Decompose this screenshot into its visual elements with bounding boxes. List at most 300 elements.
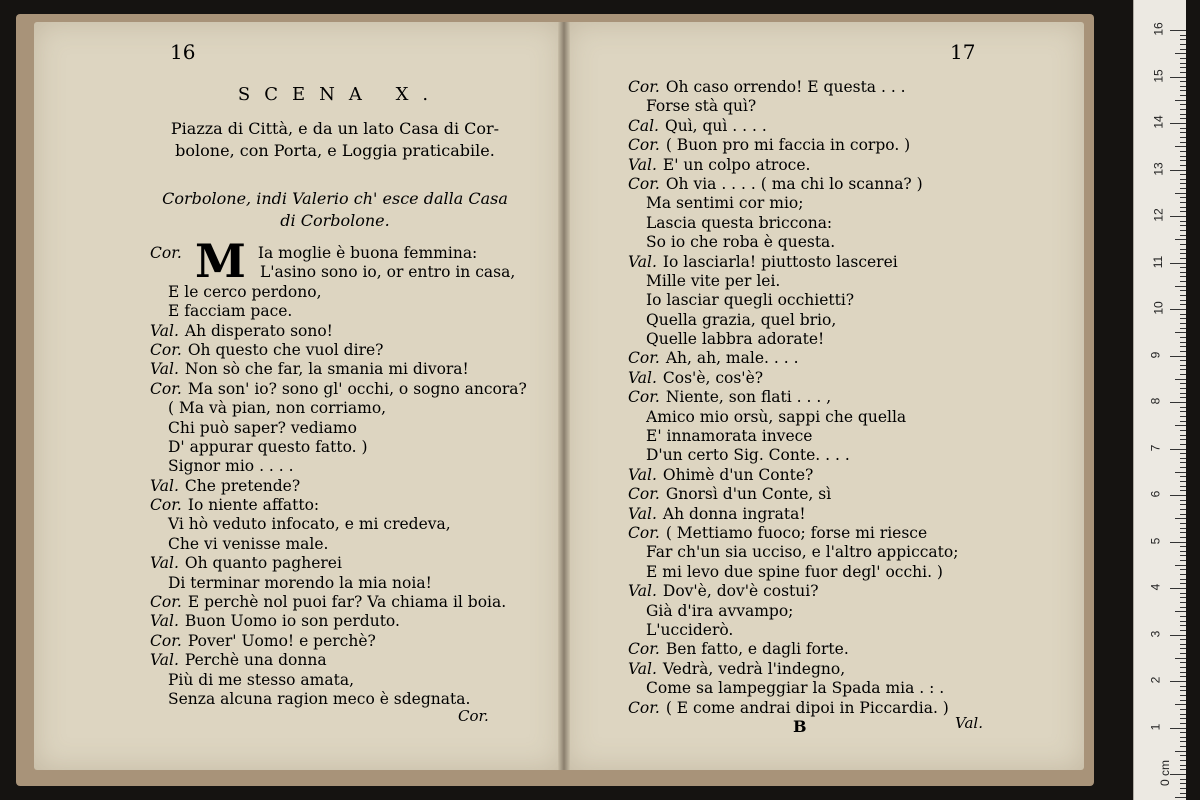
- dialogue-line: [628, 272, 958, 291]
- book-gutter: [558, 22, 570, 770]
- line-text: Ia moglie è buona femmina:: [257, 244, 478, 262]
- ruler-tick: [1180, 109, 1186, 110]
- ruler-tick: [1180, 430, 1186, 431]
- ruler-tick: [1180, 67, 1186, 68]
- ruler-tick: [1180, 597, 1186, 598]
- ruler-tick: [1180, 765, 1186, 766]
- ruler-number: 5: [1148, 537, 1163, 544]
- line-text: Niente, son flati . . . ,: [665, 388, 832, 407]
- ruler-tick: [1180, 114, 1186, 115]
- ruler-number: 8: [1148, 397, 1163, 405]
- speaker-label: Val.: [150, 612, 179, 631]
- ruler-tick: [1170, 402, 1186, 403]
- speaker-label: Cor.: [628, 349, 660, 368]
- ruler-tick: [1180, 639, 1186, 640]
- ruler-number: 10: [1151, 301, 1166, 315]
- line-text: Chi può saper? vediamo: [168, 418, 357, 437]
- line-text: E' un colpo atroce.: [662, 155, 811, 174]
- speaker-label: Cor.: [150, 340, 182, 359]
- ruler-tick: [1180, 35, 1186, 36]
- ruler-tick: [1180, 676, 1186, 677]
- ruler-number: 7: [1148, 444, 1163, 451]
- line-text: Oh caso orrendo! E questa . . .: [665, 78, 906, 96]
- ruler-tick: [1180, 732, 1186, 733]
- ruler-tick: [1180, 616, 1186, 617]
- ruler-tick: [1180, 709, 1186, 710]
- ruler-number: 12: [1151, 208, 1166, 222]
- line-text: E facciam pace.: [168, 302, 293, 321]
- dialogue-line: [150, 554, 527, 573]
- ruler-tick: [1175, 704, 1186, 705]
- speaker-label: Val.: [150, 651, 179, 670]
- line-text: Ah donna ingrata!: [662, 504, 806, 523]
- dialogue-line: [628, 699, 958, 718]
- line-text: Mille vite per lei.: [646, 271, 781, 290]
- ruler-tick: [1175, 518, 1186, 519]
- line-text: Quella grazia, quel brio,: [646, 310, 837, 329]
- ruler-tick: [1180, 314, 1186, 315]
- ruler-tick: [1180, 183, 1186, 184]
- dialogue-line: [150, 515, 527, 534]
- ruler-tick: [1175, 193, 1186, 194]
- dialogue-line: [628, 369, 958, 388]
- dialogue-line: [628, 446, 958, 465]
- ruler-tick: [1180, 509, 1186, 510]
- speaker-label: Cor.: [628, 388, 660, 407]
- ruler-number: 15: [1151, 68, 1166, 83]
- ruler-tick: [1180, 783, 1186, 784]
- speaker-label: Cor.: [628, 136, 660, 155]
- line-text: Vedrà, vedrà l'indegno,: [662, 659, 846, 678]
- ruler-tick: [1180, 81, 1186, 82]
- ruler-tick: [1180, 72, 1186, 73]
- ruler-number: 16: [1151, 22, 1166, 36]
- ruler-tick: [1180, 648, 1186, 649]
- line-text: Quì, quì . . . .: [665, 116, 767, 135]
- ruler-tick: [1180, 337, 1186, 338]
- ruler-tick: [1180, 500, 1186, 501]
- dialogue-line: [150, 593, 527, 612]
- ruler-tick: [1180, 690, 1186, 691]
- ruler-tick: [1180, 407, 1186, 408]
- left-dialogue: [150, 244, 527, 709]
- ruler-tick: [1180, 202, 1186, 203]
- ruler-tick: [1170, 681, 1186, 682]
- ruler-number: 11: [1151, 255, 1166, 268]
- line-text: Senza alcuna ragion meco è sdegnata.: [168, 689, 471, 708]
- dialogue-line: [150, 322, 527, 341]
- ruler-tick: [1180, 58, 1186, 59]
- ruler-tick: [1180, 514, 1186, 515]
- dialogue-line: [628, 679, 958, 698]
- ruler-tick: [1180, 686, 1186, 687]
- speaker-label: Cor.: [628, 485, 660, 504]
- ruler-tick: [1170, 263, 1186, 264]
- ruler-tick: [1180, 528, 1186, 529]
- ruler-tick: [1180, 174, 1186, 175]
- dialogue-line: [150, 419, 527, 438]
- line-text: Oh questo che vuol dire?: [187, 340, 384, 359]
- ruler-tick: [1180, 383, 1186, 384]
- line-text: Che vi venisse male.: [168, 534, 329, 553]
- speaker-label: Val.: [150, 321, 179, 340]
- ruler-tick: [1180, 95, 1186, 96]
- line-text: Cos'è, cos'è?: [662, 368, 764, 387]
- ruler-tick: [1180, 300, 1186, 301]
- line-text: E' innamorata invece: [646, 427, 813, 446]
- ruler-tick: [1180, 481, 1186, 482]
- line-text: Oh quanto pagherei: [184, 554, 342, 573]
- ruler-tick: [1180, 621, 1186, 622]
- ruler-tick: [1180, 416, 1186, 417]
- ruler-tick: [1175, 286, 1186, 287]
- speaker-label: Val.: [628, 252, 657, 271]
- ruler-tick: [1170, 728, 1186, 729]
- ruler-tick: [1180, 444, 1186, 445]
- ruler-tick: [1180, 165, 1186, 166]
- right-dialogue: [628, 78, 958, 718]
- characters-line: Corbolone, indi Valerio ch' esce dalla Casa: [162, 189, 508, 208]
- ruler-tick: [1180, 346, 1186, 347]
- line-text: Ohimè d'un Conte?: [662, 465, 814, 484]
- speaker-label: Cor.: [628, 174, 660, 193]
- ruler-tick: [1170, 542, 1186, 543]
- ruler-tick: [1180, 551, 1186, 552]
- dialogue-line: [628, 233, 958, 252]
- ruler-number: 13: [1151, 161, 1166, 176]
- ruler-tick: [1180, 211, 1186, 212]
- dialogue-line: [150, 574, 527, 593]
- ruler-tick: [1180, 393, 1186, 394]
- ruler-tick: [1180, 323, 1186, 324]
- ruler-tick: [1170, 449, 1186, 450]
- ruler-tick: [1180, 328, 1186, 329]
- ruler-tick: [1180, 737, 1186, 738]
- dialogue-line: [628, 388, 958, 407]
- page-number-right: 17: [950, 40, 976, 64]
- dialogue-line: [150, 283, 527, 302]
- ruler-tick: [1180, 625, 1186, 626]
- speaker-label: Cor.: [628, 523, 660, 542]
- ruler-tick: [1180, 235, 1186, 236]
- ruler-tick: [1180, 369, 1186, 370]
- ruler-tick: [1180, 160, 1186, 161]
- line-text: D'un certo Sig. Conte. . . .: [646, 446, 850, 465]
- ruler-tick: [1180, 128, 1186, 129]
- dialogue-line: [628, 524, 958, 543]
- dialogue-line: [628, 660, 958, 679]
- ruler-tick: [1175, 53, 1186, 54]
- ruler-tick: [1180, 360, 1186, 361]
- line-text: Di terminar morendo la mia noia!: [168, 573, 432, 592]
- ruler-tick: [1180, 421, 1186, 422]
- speaker-label: Val.: [150, 554, 179, 573]
- speaker-label: Val.: [150, 360, 179, 379]
- line-text: Vi hò veduto infocato, e mi credeva,: [168, 515, 451, 534]
- ruler-tick: [1180, 179, 1186, 180]
- dialogue-line: [150, 380, 527, 399]
- ruler-tick: [1180, 462, 1186, 463]
- line-text: Non sò che far, la smania mi divora!: [184, 360, 469, 379]
- ruler-tick: [1175, 611, 1186, 612]
- dialogue-line: [628, 602, 958, 621]
- ruler-tick: [1170, 123, 1186, 124]
- line-text: Pover' Uomo! e perchè?: [187, 631, 376, 650]
- ruler-tick: [1180, 537, 1186, 538]
- line-text: Più di me stesso amata,: [168, 670, 354, 689]
- ruler-tick: [1175, 658, 1186, 659]
- line-text: L'asino sono io, or entro in casa,: [260, 263, 516, 282]
- ruler-tick: [1180, 142, 1186, 143]
- dialogue-line: [150, 651, 527, 670]
- ruler-number: 6: [1148, 490, 1163, 498]
- ruler-tick: [1180, 672, 1186, 673]
- ruler-tick: [1180, 458, 1186, 459]
- speaker-label: Cor.: [150, 593, 182, 612]
- ruler-tick: [1180, 151, 1186, 152]
- line-text: Forse stà quì?: [646, 97, 757, 116]
- ruler-tick: [1180, 602, 1186, 603]
- speaker-label: Val.: [628, 155, 657, 174]
- line-text: Ma son' io? sono gl' occhi, o sogno ancora?: [187, 379, 527, 398]
- ruler-tick: [1180, 741, 1186, 742]
- catchword-left: Cor.: [458, 707, 489, 725]
- ruler-tick: [1180, 718, 1186, 719]
- ruler-tick: [1180, 569, 1186, 570]
- ruler-tick: [1175, 146, 1186, 147]
- ruler-tick: [1180, 397, 1186, 398]
- dialogue-line: [628, 485, 958, 504]
- line-text: Quelle labbra adorate!: [646, 330, 825, 349]
- ruler-number: 1: [1148, 723, 1163, 730]
- ruler-tick: [1180, 104, 1186, 105]
- ruler-tick: [1170, 170, 1186, 171]
- ruler-tick: [1180, 137, 1186, 138]
- dialogue-line: [628, 214, 958, 233]
- ruler-tick: [1180, 714, 1186, 715]
- ruler-tick: [1175, 100, 1186, 101]
- ruler-tick: [1180, 667, 1186, 668]
- speaker-label: Val.: [628, 465, 657, 484]
- ruler-tick: [1180, 63, 1186, 64]
- dialogue-line: [150, 341, 527, 360]
- ruler-tick: [1180, 49, 1186, 50]
- drop-cap: M: [195, 234, 246, 288]
- ruler-tick: [1180, 439, 1186, 440]
- ruler-tick: [1180, 188, 1186, 189]
- ruler-tick: [1170, 30, 1186, 31]
- line-text: Lascia questa briccona:: [646, 213, 833, 232]
- dialogue-line: [628, 543, 958, 562]
- ruler-tick: [1180, 118, 1186, 119]
- ruler-tick: [1180, 44, 1186, 45]
- dialogue-line: [150, 457, 527, 476]
- ruler-tick: [1180, 579, 1186, 580]
- line-text: E perchè nol puoi far? Va chiama il boia.: [187, 593, 507, 612]
- dialogue-line: [628, 427, 958, 446]
- ruler-tick: [1180, 723, 1186, 724]
- page-number-left: 16: [170, 40, 196, 64]
- dialogue-line: [150, 438, 527, 457]
- dialogue-line: [628, 175, 958, 194]
- ruler-tick: [1175, 797, 1186, 798]
- dialogue-line: [150, 399, 527, 418]
- line-text: Perchè una donna: [184, 651, 327, 670]
- speaker-label: Cor.: [628, 640, 660, 659]
- dialogue-line: [628, 466, 958, 485]
- dialogue-line: [628, 582, 958, 601]
- dialogue-line: [628, 78, 958, 97]
- ruler-tick: [1170, 356, 1186, 357]
- ruler-tick: [1180, 700, 1186, 701]
- speaker-label: Cal.: [628, 116, 659, 135]
- ruler-tick: [1180, 788, 1186, 789]
- dialogue-line: [150, 244, 527, 263]
- line-text: ( Mettiamo fuoco; forse mi riesce: [665, 523, 928, 542]
- speaker-label: Cor.: [628, 698, 660, 717]
- ruler-tick: [1180, 272, 1186, 273]
- ruler-tick: [1170, 216, 1186, 217]
- dialogue-line: [150, 360, 527, 379]
- ruler-tick: [1180, 644, 1186, 645]
- line-text: Io niente affatto:: [187, 496, 320, 515]
- ruler-tick: [1180, 132, 1186, 133]
- line-text: ( Buon pro mi faccia in corpo. ): [665, 136, 911, 155]
- ruler-tick: [1175, 239, 1186, 240]
- ruler-tick: [1180, 755, 1186, 756]
- ruler-tick: [1180, 197, 1186, 198]
- ruler-tick: [1180, 593, 1186, 594]
- line-text: Io lasciar quegli occhietti?: [646, 291, 855, 310]
- dialogue-line: [628, 136, 958, 155]
- speaker-label: Cor.: [150, 496, 182, 515]
- ruler-tick: [1180, 318, 1186, 319]
- line-text: ( E come andrai dipoi in Piccardia. ): [665, 698, 949, 717]
- ruler-number: 2: [1148, 676, 1163, 684]
- speaker-label: Val.: [628, 659, 657, 678]
- dialogue-line: [628, 349, 958, 368]
- dialogue-line: [628, 291, 958, 310]
- ruler-number: 4: [1148, 583, 1163, 591]
- ruler-tick: [1170, 309, 1186, 310]
- ruler-tick: [1180, 769, 1186, 770]
- ruler-tick: [1180, 230, 1186, 231]
- speaker-label: Cor.: [150, 244, 182, 262]
- scene-setting: [150, 118, 520, 162]
- dialogue-line: [628, 621, 958, 640]
- ruler-tick: [1180, 342, 1186, 343]
- dialogue-line: [628, 156, 958, 175]
- ruler-tick: [1180, 490, 1186, 491]
- ruler-tick: [1180, 653, 1186, 654]
- dialogue-line: [628, 408, 958, 427]
- ruler-tick: [1180, 546, 1186, 547]
- ruler-tick: [1180, 630, 1186, 631]
- ruler-tick: [1175, 332, 1186, 333]
- characters-line: di Corbolone.: [280, 211, 390, 230]
- line-text: Ben fatto, e dagli forte.: [665, 640, 849, 659]
- ruler-tick: [1180, 249, 1186, 250]
- ruler-tick: [1180, 746, 1186, 747]
- ruler-tick: [1180, 486, 1186, 487]
- ruler-tick: [1170, 77, 1186, 78]
- ruler-number: 0 cm: [1158, 759, 1173, 787]
- ruler-tick: [1180, 574, 1186, 575]
- line-text: D' appurar questo fatto. ): [168, 437, 368, 456]
- ruler-tick: [1180, 90, 1186, 91]
- ruler-tick: [1180, 662, 1186, 663]
- catchword-right: Val.: [955, 714, 983, 732]
- line-text: Ah, ah, male. . . .: [665, 349, 799, 368]
- ruler-tick: [1180, 532, 1186, 533]
- ruler-tick: [1175, 379, 1186, 380]
- line-text: Come sa lampeggiar la Spada mia . : .: [646, 679, 945, 698]
- ruler-tick: [1180, 523, 1186, 524]
- ruler-number: 3: [1148, 630, 1163, 637]
- scene-title: SCENA X.: [237, 84, 443, 105]
- speaker-label: Val.: [628, 582, 657, 601]
- dialogue-line: [628, 117, 958, 136]
- line-text: Amico mio orsù, sappi che quella: [646, 407, 907, 426]
- scene-characters: [150, 188, 520, 232]
- ruler-tick: [1180, 295, 1186, 296]
- ruler-tick: [1180, 779, 1186, 780]
- dialogue-line: [150, 477, 527, 496]
- ruler-tick: [1180, 351, 1186, 352]
- ruler-tick: [1180, 793, 1186, 794]
- dialogue-line: [150, 496, 527, 515]
- dialogue-line: [150, 632, 527, 651]
- ruler-tick: [1180, 207, 1186, 208]
- line-text: Oh via . . . . ( ma chi lo scanna? ): [665, 174, 923, 193]
- dialogue-line: [628, 194, 958, 213]
- line-text: Io lasciarla! piuttosto lascerei: [662, 252, 898, 271]
- measuring-ruler: [1133, 0, 1186, 800]
- signature-mark: B: [793, 717, 807, 736]
- ruler-number: 14: [1151, 115, 1166, 129]
- line-text: E le cerco perdono,: [168, 282, 322, 301]
- line-text: ( Ma và pian, non corriamo,: [168, 399, 387, 418]
- ruler-tick: [1180, 760, 1186, 761]
- ruler-tick: [1180, 504, 1186, 505]
- ruler-tick: [1170, 774, 1186, 775]
- ruler-tick: [1170, 635, 1186, 636]
- ruler-tick: [1180, 304, 1186, 305]
- ruler-tick: [1175, 565, 1186, 566]
- ruler-tick: [1180, 39, 1186, 40]
- ruler-number: 9: [1148, 351, 1163, 358]
- ruler-tick: [1180, 453, 1186, 454]
- dialogue-line: [150, 671, 527, 690]
- line-text: Ah disperato sono!: [184, 321, 333, 340]
- line-text: Già d'ira avvampo;: [646, 601, 794, 620]
- ruler-tick: [1175, 425, 1186, 426]
- line-text: Dov'è, dov'è costui?: [662, 582, 819, 601]
- ruler-tick: [1180, 225, 1186, 226]
- ruler-tick: [1175, 751, 1186, 752]
- ruler-tick: [1180, 267, 1186, 268]
- line-text: E mi levo due spine fuor degl' occhi. ): [646, 562, 943, 581]
- dialogue-line: [628, 253, 958, 272]
- ruler-tick: [1180, 253, 1186, 254]
- line-text: Ma sentimi cor mio;: [646, 194, 804, 213]
- speaker-label: Val.: [150, 476, 179, 495]
- dialogue-line: [628, 311, 958, 330]
- dialogue-line: [628, 505, 958, 524]
- ruler-tick: [1180, 290, 1186, 291]
- dialogue-line: [628, 640, 958, 659]
- line-text: Gnorsì d'un Conte, sì: [665, 485, 832, 504]
